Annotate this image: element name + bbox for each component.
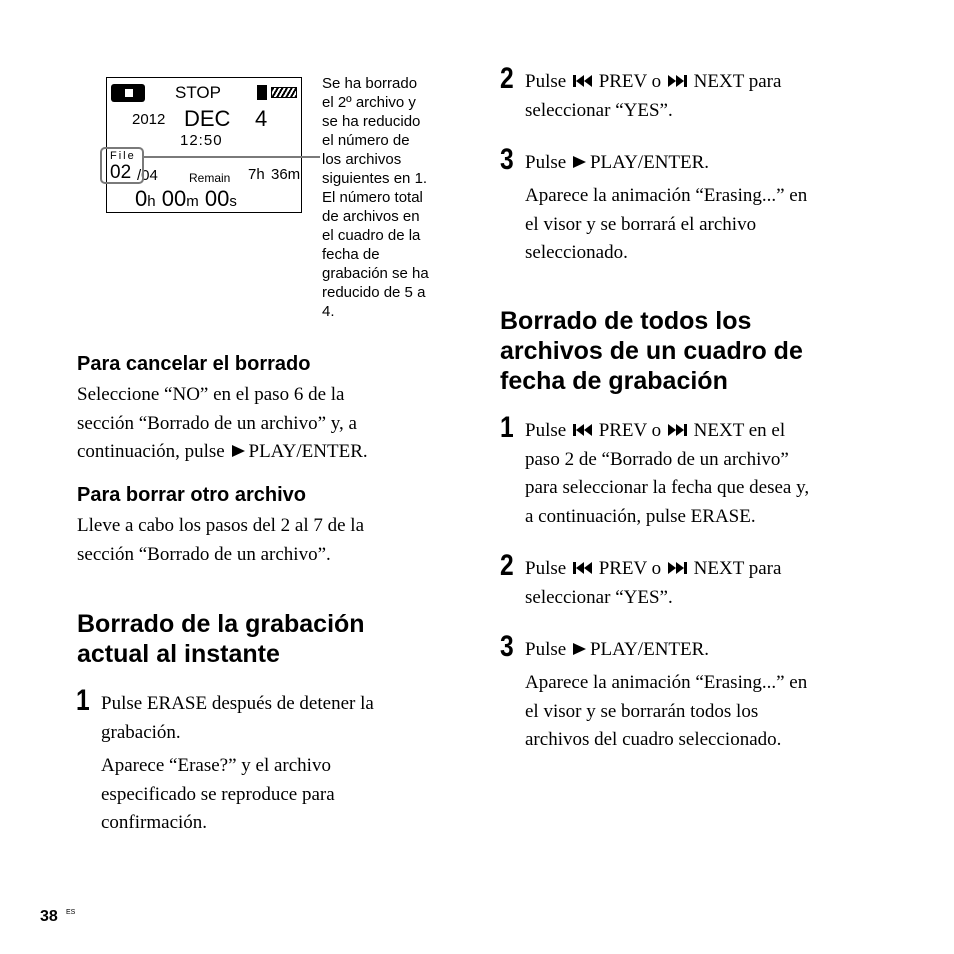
caption-line: grabación se ha xyxy=(322,265,429,282)
prev-icon xyxy=(573,75,592,87)
next-icon xyxy=(668,562,687,574)
play-icon xyxy=(573,643,586,655)
counter-seconds-unit: s xyxy=(229,193,237,210)
step-number: 2 xyxy=(500,62,514,95)
cancel-line: Seleccione “NO” en el paso 6 de la xyxy=(77,384,345,405)
step-number: 1 xyxy=(500,411,514,444)
caption-line: 4. xyxy=(322,303,335,320)
lcd-file-total: /04 xyxy=(137,167,158,184)
lcd-counter xyxy=(135,186,237,212)
counter-seconds: 00 xyxy=(204,186,230,211)
step-text: Pulse ERASE después de detener la grabación. xyxy=(101,693,374,743)
counter-hours-unit: h xyxy=(147,193,156,210)
page-number: 38 xyxy=(40,908,58,925)
section-heading-all: Borrado de todos los archivos de un cuadro de fecha de grabación xyxy=(500,307,803,395)
cancel-paragraph xyxy=(77,381,368,467)
caption-line: reducido de 5 a xyxy=(322,284,426,301)
lcd-status: STOP xyxy=(175,83,221,102)
lcd-time: 12:50 xyxy=(180,132,223,149)
lcd-remain-hours: 7h xyxy=(248,166,265,183)
caption-line: de archivos en xyxy=(322,208,420,225)
caption-line: El número total xyxy=(322,189,423,206)
lcd-remain-label: Remain xyxy=(189,171,231,185)
lcd-file-label: File xyxy=(110,150,136,162)
lcd-display-illustration xyxy=(106,77,302,213)
step-number: 3 xyxy=(500,143,514,176)
prev-icon xyxy=(573,562,592,574)
step-text: Pulse PLAY/ENTER. xyxy=(525,639,710,660)
lcd-remain-minutes: 36m xyxy=(271,166,301,183)
other-line: sección “Borrado de un archivo”. xyxy=(77,543,331,565)
step-number: 2 xyxy=(500,549,514,582)
cancel-line: continuación, pulse PLAY/ENTER. xyxy=(77,441,368,462)
page-language: ES xyxy=(66,909,76,916)
step-text: Pulse PREV o NEXT para seleccionar “YES”. xyxy=(525,71,782,121)
section-heading-current: Borrado de la grabación actual al instante xyxy=(77,610,365,668)
cancel-heading: Para cancelar el borrado xyxy=(77,353,311,375)
callout-line xyxy=(144,156,320,158)
prev-icon xyxy=(573,424,592,436)
caption-line: el número de xyxy=(322,132,410,149)
lcd-file-number: 02 xyxy=(110,162,132,183)
other-line: Lleve a cabo los pasos del 2 al 7 de la xyxy=(77,515,365,536)
battery-icon xyxy=(271,87,297,98)
caption-line: se ha reducido xyxy=(322,113,421,130)
caption-line: fecha de xyxy=(322,246,380,263)
caption-line: Se ha borrado xyxy=(322,75,418,92)
caption-line: los archivos xyxy=(322,151,402,168)
caption-line: siguientes en 1. xyxy=(322,170,428,187)
cancel-line: sección “Borrado de un archivo” y, a xyxy=(77,412,357,434)
step-note: Aparece “Erase?” y el archivo especificado se reproduce para confirmación. xyxy=(101,755,335,833)
play-icon xyxy=(573,156,586,168)
step-text: Pulse PREV o NEXT en el paso 2 de “Borrado de un archivo” para seleccionar la fecha que desea y, a continuación, pulse ERASE. xyxy=(525,420,810,527)
file-number-highlight xyxy=(100,147,144,184)
stop-icon xyxy=(111,84,145,102)
step-number: 3 xyxy=(500,630,514,663)
counter-minutes: 00 xyxy=(161,186,187,211)
lcd-year: 2012 xyxy=(132,111,166,128)
memory-card-icon xyxy=(257,85,267,100)
lcd-month: DEC xyxy=(184,106,231,131)
other-heading: Para borrar otro archivo xyxy=(77,484,306,506)
caption-line: el 2º archivo y xyxy=(322,94,416,111)
caption-line: el cuadro de la xyxy=(322,227,421,244)
step-number: 1 xyxy=(76,684,90,717)
other-paragraph xyxy=(77,512,364,569)
play-icon xyxy=(232,445,245,457)
step-note: Aparece la animación “Erasing...” en el visor y se borrará el archivo seleccionado. xyxy=(525,185,808,263)
counter-minutes-unit: m xyxy=(186,193,199,210)
step-text: Pulse PREV o NEXT para seleccionar “YES”. xyxy=(525,558,782,608)
next-icon xyxy=(668,424,687,436)
counter-hours: 0 xyxy=(135,186,148,211)
illustration-caption xyxy=(322,74,452,321)
step-note: Aparece la animación “Erasing...” en el visor y se borrarán todos los archivos del cuadro seleccionado. xyxy=(525,672,808,750)
next-icon xyxy=(668,75,687,87)
step-text: Pulse PLAY/ENTER. xyxy=(525,152,710,173)
lcd-day: 4 xyxy=(255,106,268,131)
